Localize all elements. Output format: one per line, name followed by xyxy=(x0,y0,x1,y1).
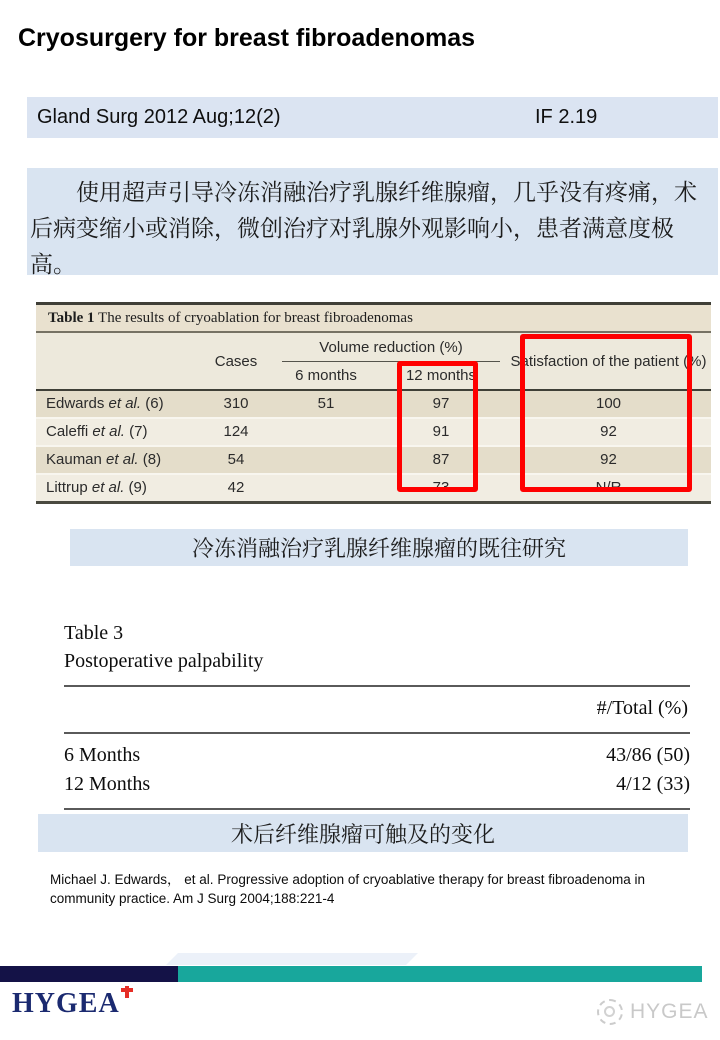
author: Kauman xyxy=(46,451,107,468)
author: Littrup xyxy=(46,479,92,496)
watermark-text: HYGEA xyxy=(630,1000,709,1023)
table1-col-volume-label: Volume reduction (%) xyxy=(282,333,500,362)
study-name xyxy=(36,419,196,445)
table3-title: Table 3 xyxy=(64,622,124,644)
table3-subtitle: Postoperative palpability xyxy=(64,650,264,672)
row-value: 43/86 (50) xyxy=(606,744,690,766)
author: Caleffi xyxy=(46,423,93,440)
cases-value: 124 xyxy=(223,423,249,440)
cases-value: 310 xyxy=(223,395,249,412)
banner-prior-studies: 冷冻消融治疗乳腺纤维腺瘤的既往研究 xyxy=(70,529,688,566)
footer-bar-teal xyxy=(178,966,702,982)
satisfaction-value: 92 xyxy=(600,451,617,468)
row-value: 4/12 (33) xyxy=(616,773,690,795)
cases-value: 42 xyxy=(227,479,245,496)
6months-value xyxy=(276,419,376,445)
citation-text: Michael J. Edwards， et al. Progressive adoption of cryoablative therapy for breast fibroadenoma in community practice. Am J Surg 2004;188:221-4 xyxy=(50,872,646,906)
12months-value: 87 xyxy=(432,451,450,468)
table3-body xyxy=(64,734,690,808)
12months-value: 97 xyxy=(432,395,450,412)
journal-banner xyxy=(27,97,718,138)
satisfaction-value: 92 xyxy=(600,423,617,440)
table1-header-spacer xyxy=(36,333,196,389)
etal: et al. xyxy=(108,395,142,412)
impact-factor: IF 2.19 xyxy=(535,106,598,128)
6months-value xyxy=(276,447,376,473)
6months-value: 51 xyxy=(317,395,335,412)
study-name xyxy=(36,447,196,473)
table1-col-6months: 6 months xyxy=(295,367,357,384)
table1-col-satisfaction: Satisfaction of the patient (%) xyxy=(510,352,707,370)
watermark-logo-icon xyxy=(597,999,623,1025)
table1-title-rest: The results of cryoablation for breast fibroadenomas xyxy=(94,310,413,326)
table-row xyxy=(64,770,690,799)
table1-col-12months: 12 months xyxy=(405,367,477,384)
table3-col-header: #/Total (%) xyxy=(596,697,688,719)
table1-title-prefix: Table 1 xyxy=(48,310,95,326)
study-name xyxy=(36,391,196,417)
banner-palpability: 术后纤维腺瘤可触及的变化 xyxy=(38,814,688,852)
12months-value: 73 xyxy=(432,479,450,496)
ref-number: (9) xyxy=(124,479,147,496)
etal: et al. xyxy=(92,423,125,440)
row-label: 12 Months xyxy=(64,773,151,795)
hygea-logo xyxy=(12,988,133,1020)
hygea-logo-text: HYGEA xyxy=(12,988,120,1019)
etal: et al. xyxy=(91,479,125,496)
row-label: 6 Months xyxy=(64,744,141,766)
author: Edwards xyxy=(46,395,109,412)
journal-reference: Gland Surg 2012 Aug;12(2) xyxy=(37,106,281,128)
highlight-12months-box xyxy=(397,361,478,492)
ref-number: (8) xyxy=(138,451,162,468)
highlight-satisfaction-box xyxy=(520,334,692,492)
page-title: Cryosurgery for breast fibroadenomas xyxy=(18,24,476,52)
satisfaction-value: 100 xyxy=(595,395,622,412)
table3-rule-bottom xyxy=(64,808,690,810)
ref-number: (7) xyxy=(124,423,148,440)
table-row xyxy=(64,741,690,770)
12months-value: 91 xyxy=(432,423,450,440)
red-cross-icon xyxy=(121,986,133,1000)
summary-block xyxy=(27,168,718,278)
satisfaction-value: N/R xyxy=(595,479,622,496)
table1-title xyxy=(36,302,711,333)
table1-col-cases: Cases xyxy=(214,352,258,370)
footer-bar-navy xyxy=(0,966,178,982)
6months-value xyxy=(276,475,376,501)
ref-number: (6) xyxy=(141,395,164,412)
watermark xyxy=(597,999,709,1025)
summary-text: 使用超声引导冷冻消融治疗乳腺纤维腺瘤，几乎没有疼痛，术后病变缩小或消除，微创治疗对乳腺外观影响小，患者满意度极高。 xyxy=(30,180,697,278)
etal: et al. xyxy=(106,451,139,468)
footer-decorative-ribbon xyxy=(166,953,418,965)
table3 xyxy=(64,622,690,810)
cases-value: 54 xyxy=(227,451,245,468)
study-name xyxy=(36,475,196,501)
